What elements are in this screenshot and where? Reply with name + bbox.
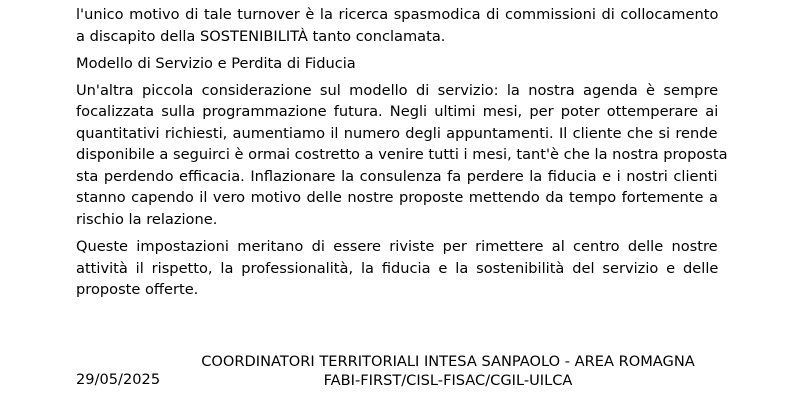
paragraph-line: disponibile a seguirci è ormai costretto a venire tutti i mesi, tant'è che la nostra proposta bbox=[76, 146, 728, 163]
paragraph-line: sta perdendo efficacia. Inflazionare la consulenza fa perdere la fiducia e i nostri clienti bbox=[76, 167, 718, 185]
paragraph-line: quantitativi richiesti, aumentiamo il numero degli appuntamenti. Il cliente che si rende bbox=[76, 124, 718, 142]
paragraph-line: proposte offerte. bbox=[76, 281, 199, 298]
signatory-block bbox=[170, 352, 726, 390]
section-heading: Modello di Servizio e Perdita di Fiducia bbox=[76, 55, 356, 72]
paragraph-line: a discapito della SOSTENIBILITÀ tanto conclamata. bbox=[76, 27, 446, 45]
paragraph-line: Queste impostazioni meritano di essere riviste per rimettere al centro delle nostre bbox=[76, 238, 718, 255]
document-body bbox=[76, 4, 728, 301]
paragraph-line: rischio la relazione. bbox=[76, 210, 218, 228]
paragraph-line: attività il rispetto, la professionalità, la fiducia e la sostenibilità del servizio e delle bbox=[76, 259, 719, 277]
paragraph-line: focalizzata sulla programmazione futura. Negli ultimi mesi, per poter ottemperare ai bbox=[76, 103, 719, 120]
paragraph-conclusion bbox=[76, 236, 718, 301]
paragraph-service-model bbox=[76, 80, 728, 231]
paragraph-line: Un'altra piccola considerazione sul modello di servizio: la nostra agenda è sempre bbox=[76, 81, 719, 99]
paragraph-line: stanno capendo il vero motivo delle nostre proposte mettendo da tempo fortemente a bbox=[76, 189, 718, 206]
paragraph-turnover bbox=[76, 4, 718, 47]
signatory-line: COORDINATORI TERRITORIALI INTESA SANPAOLO - AREA ROMAGNA bbox=[201, 353, 695, 370]
signatory-unions: FABI-FIRST/CISL-FISAC/CGIL-UILCA bbox=[323, 372, 573, 389]
document-date: 29/05/2025 bbox=[76, 371, 161, 388]
paragraph-line: l'unico motivo di tale turnover è la ricerca spasmodica di commissioni di collocamento bbox=[76, 6, 719, 23]
